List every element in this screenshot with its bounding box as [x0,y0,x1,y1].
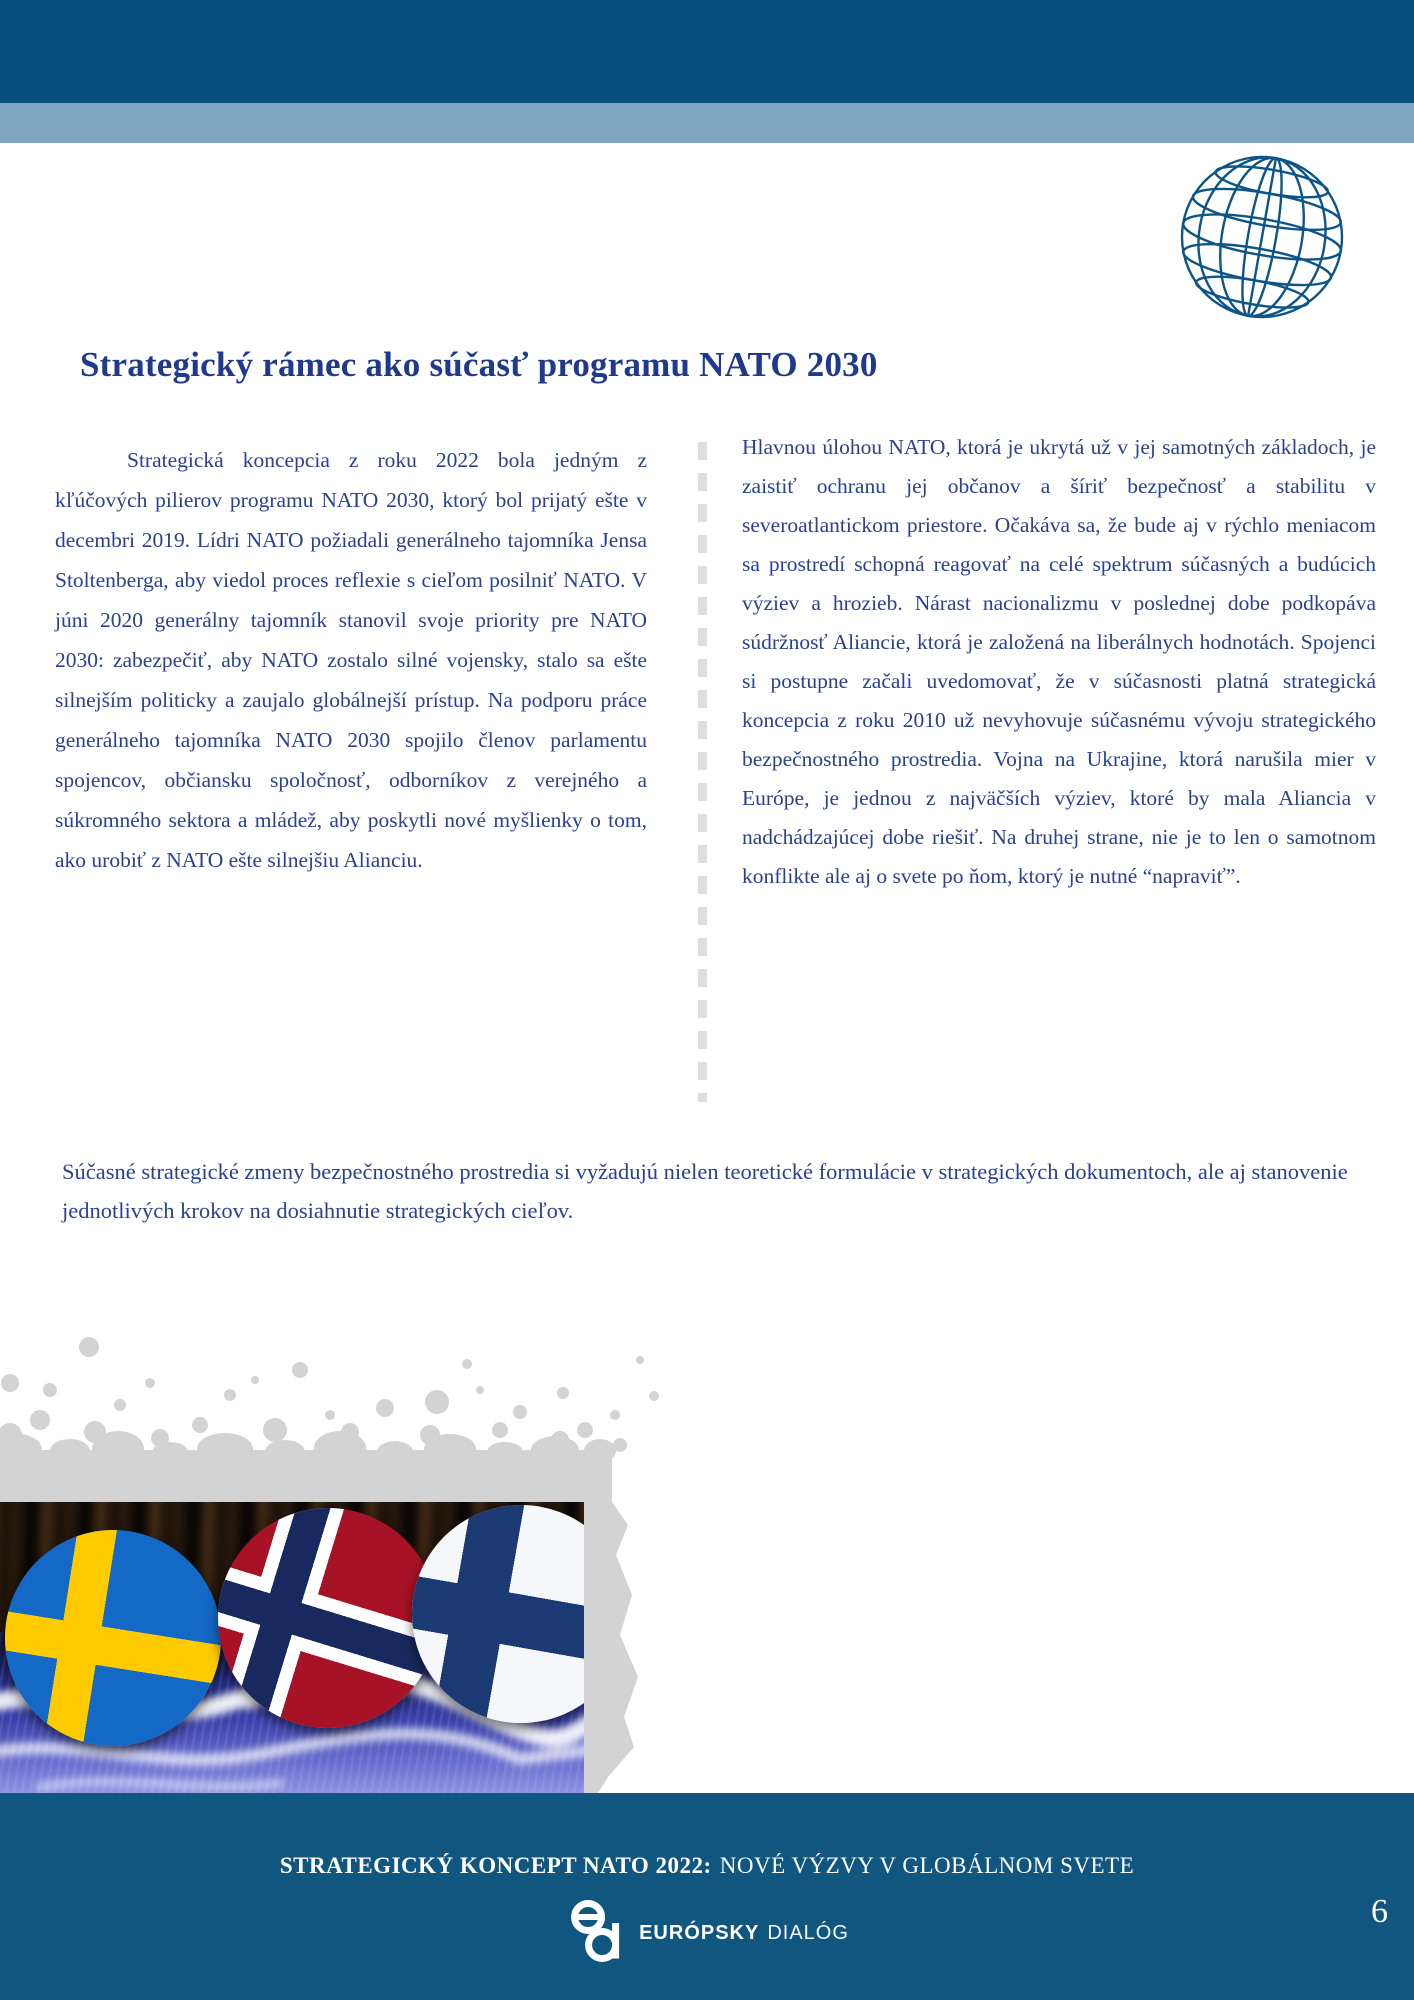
norway-flag [218,1508,438,1728]
page-title: Strategický rámec ako súčasť programu NATO 2030 [80,345,878,384]
footer [0,1793,1414,2000]
norway-flag-pin [218,1508,438,1728]
column-divider [698,442,707,1102]
highlight-paragraph: Súčasné strategické zmeny bezpečnostného prostredia si vyžadujú nielen teoretické formulácie v strategických dokumentoch, ale aj stanovenie jednotlivých krokov na dosiahnutie strategických cieľov. [62,1159,1348,1223]
sweden-flag-pin [5,1530,221,1746]
logo-text-light: DIALÓG [767,1922,849,1944]
paint-splatter-decoration [0,1330,680,1510]
europsky-dialog-logo [565,1898,849,1969]
footer-heading-regular: NOVÉ VÝZVY V GLOBÁLNOM SVETE [719,1853,1135,1878]
column-right-paragraph: Hlavnou úlohou NATO, ktorá je ukrytá už v jej samotných základoch, je zaistiť ochranu jej občanov a šíriť bezpečnosť a stabilitu v severoatlantickom priestore. Očakáva sa, že bude aj v rýchlo meniacom sa prostredí schopná reagovať na celé spektrum súčasných a budúcich výziev a hrozieb. Nárast nacionalizmu v poslednej dobe podkopáva súdržnosť Aliancie, ktorá je založená na liberálnych hodnotách. Spojenci si postupne začali uvedomovať, že v súčasnosti platná strategická koncepcia z roku 2010 už nevyhovuje súčasnému vývoju strategického bezpečnostného prostredia. Vojna na Ukrajine, ktorá narušila mier v Európe, je jednou z najväčších výziev, ktoré by mala Aliancia v nadchádzajúcej dobe riešiť. Na druhej strane, nie je to len o samotnom konflikte ale aj o svete po ňom, ktorý je nutné “napraviť”. [742,435,1376,888]
finland-flag-pin [412,1505,584,1723]
finland-flag [412,1505,584,1723]
ed-logo-icon [565,1898,625,1969]
flags-photo [0,1502,584,1793]
logo-text [639,1922,849,1945]
top-bar [0,0,1414,103]
sweden-flag [5,1530,221,1746]
column-left-paragraph: Strategická koncepcia z roku 2022 bola jedným z kľúčových pilierov programu NATO 2030, ktorý bol prijatý ešte v decembri 2019. Lídri NATO požiadali generálneho tajomníka Jensa Stoltenberga, aby viedol proces reflexie s cieľom posilniť NATO. V júni 2020 generálny tajomník stanovil svoje priority pre NATO 2030: zabezpečiť, aby NATO zostalo silné vojensky, stalo sa ešte silnejším politicky a zaujalo globálnejší prístup. Na podporu práce generálneho tajomníka NATO 2030 spojilo členov parlamentu spojencov, občiansku spoločnosť, odborníkov z verejného a súkromného sektora a mládež, aby poskytli nové myšlienky o tom, ako urobiť z NATO ešte silnejšiu Alianciu. [55,448,647,872]
footer-heading-bold: STRATEGICKÝ KONCEPT NATO 2022: [279,1853,712,1878]
globe-icon [1176,151,1348,323]
page-number: 6 [1371,1893,1388,1930]
sub-header-bar [0,103,1414,143]
logo-text-bold: EURÓPSKY [639,1922,760,1944]
footer-heading [0,1853,1414,1879]
